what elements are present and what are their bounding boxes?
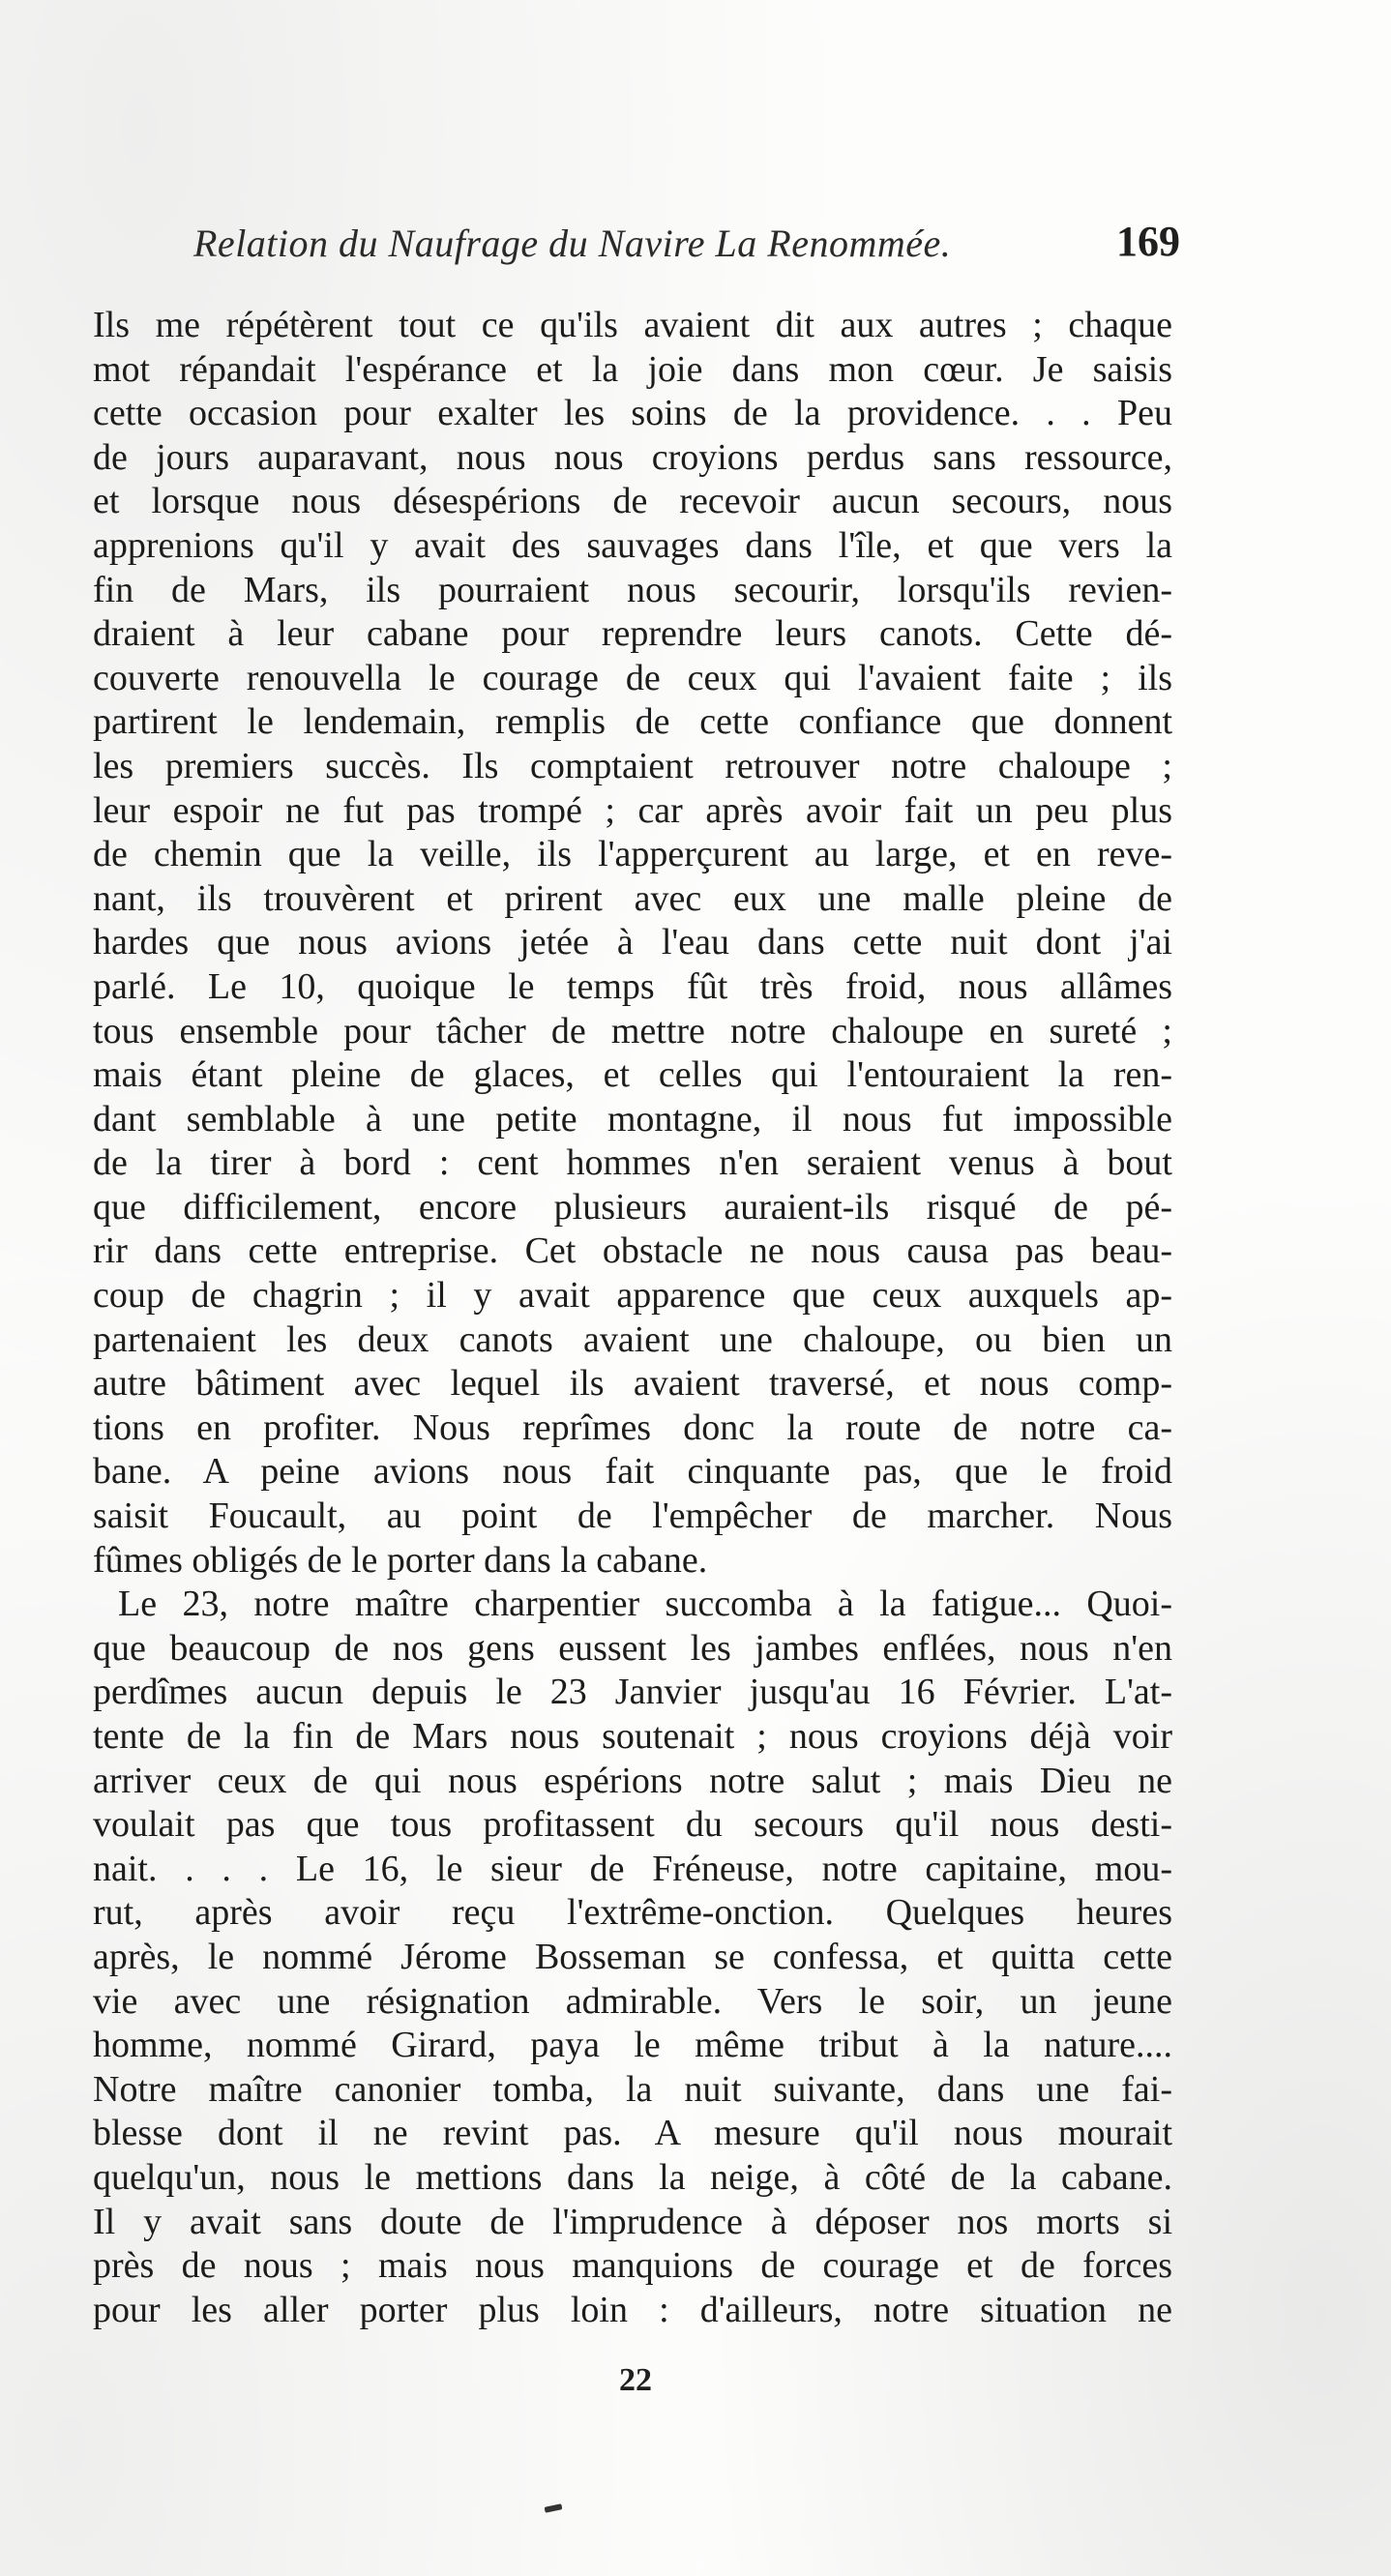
- text-line: tions en profiter. Nous reprîmes donc la route de notre ca-: [93, 1406, 1172, 1448]
- text-line: cette occasion pour exalter les soins de la providence. . . Peu: [93, 393, 1172, 434]
- text-line: tous ensemble pour tâcher de mettre notre chaloupe en sureté ;: [93, 1010, 1172, 1051]
- text-line: rut, après avoir reçu l'extrême-onction. Quelques heures: [93, 1892, 1172, 1934]
- text-line: parlé. Le 10, quoique le temps fût très froid, nous allâmes: [93, 965, 1172, 1007]
- text-line: de jours auparavant, nous nous croyions perdus sans ressource,: [93, 436, 1172, 478]
- text-line: près de nous ; mais nous manquions de courage et de forces: [93, 2245, 1172, 2287]
- text-line: de chemin que la veille, ils l'apperçurent au large, et en reve-: [93, 834, 1172, 875]
- text-line: quelqu'un, nous le mettions dans la neige, à côté de la cabane.: [93, 2156, 1172, 2198]
- text-line: les premiers succès. Ils comptaient retrouver notre chaloupe ;: [93, 745, 1172, 786]
- page-number: 169: [1116, 218, 1180, 265]
- text-line: Ils me répétèrent tout ce qu'ils avaient dit aux autres ; chaque: [93, 305, 1172, 345]
- text-line: pour les aller porter plus loin : d'ailleurs, notre situation ne: [93, 2289, 1172, 2330]
- text-line: autre bâtiment avec lequel ils avaient traversé, et nous comp-: [93, 1363, 1172, 1405]
- text-line: Notre maître canonier tomba, la nuit suivante, dans une fai-: [93, 2068, 1172, 2110]
- text-line: homme, nommé Girard, paya le même tribut à la nature....: [93, 2025, 1172, 2066]
- text-line: leur espoir ne fut pas trompé ; car après avoir fait un peu plus: [93, 789, 1172, 831]
- text-line: saisit Foucault, au point de l'empêcher de marcher. Nous: [93, 1495, 1172, 1537]
- text-line: mais étant pleine de glaces, et celles qui l'entouraient la ren-: [93, 1054, 1172, 1096]
- running-title: Relation du Naufrage du Navire La Renommée.: [193, 222, 952, 265]
- text-line: de la tirer à bord : cent hommes n'en seraient venus à bout: [93, 1142, 1172, 1184]
- text-line: fûmes obligés de le porter dans la cabane.: [93, 1539, 708, 1581]
- text-line: Il y avait sans doute de l'imprudence à déposer nos morts si: [93, 2201, 1172, 2242]
- text-line: et lorsque nous désespérions de recevoir aucun secours, nous: [93, 481, 1172, 522]
- ink-mark: [545, 2503, 563, 2513]
- page-header: [193, 213, 1180, 271]
- text-line: que beaucoup de nos gens eussent les jambes enflées, nous n'en: [93, 1627, 1172, 1669]
- text-line: blesse dont il ne revint pas. A mesure qu'il nous mourait: [93, 2113, 1172, 2154]
- text-line: coup de chagrin ; il y avait apparence que ceux auxquels ap-: [93, 1275, 1172, 1317]
- text-line: hardes que nous avions jetée à l'eau dans cette nuit dont j'ai: [93, 922, 1172, 963]
- text-line: nait. . . . Le 16, le sieur de Fréneuse, notre capitaine, mou-: [93, 1848, 1172, 1889]
- text-line: rir dans cette entreprise. Cet obstacle ne nous causa pas beau-: [93, 1230, 1172, 1272]
- text-line: tente de la fin de Mars nous soutenait ; nous croyions déjà voir: [93, 1716, 1172, 1757]
- text-line: partirent le lendemain, remplis de cette confiance que donnent: [93, 701, 1172, 743]
- body-text: [93, 304, 1172, 2332]
- text-line: draient à leur cabane pour reprendre leurs canots. Cette dé-: [93, 613, 1172, 655]
- text-line: Le 23, notre maître charpentier succomba à la fatigue... Quoi-: [118, 1584, 1172, 1625]
- text-line: arriver ceux de qui nous espérions notre salut ; mais Dieu ne: [93, 1760, 1172, 1801]
- text-line: apprenions qu'il y avait des sauvages dans l'île, et que vers la: [93, 524, 1172, 566]
- text-line: partenaient les deux canots avaient une chaloupe, ou bien un: [93, 1318, 1172, 1360]
- text-line: dant semblable à une petite montagne, il nous fut impossible: [93, 1098, 1172, 1140]
- text-line: vie avec une résignation admirable. Vers le soir, un jeune: [93, 1980, 1172, 2022]
- text-line: après, le nommé Jérome Bosseman se confessa, et quitta cette: [93, 1936, 1172, 1977]
- text-line: fin de Mars, ils pourraient nous secourir, lorsqu'ils revien-: [93, 569, 1172, 610]
- signature-mark: 22: [619, 2362, 652, 2398]
- text-line: nant, ils trouvèrent et prirent avec eux une malle pleine de: [93, 877, 1172, 919]
- text-line: couverte renouvella le courage de ceux qui l'avaient faite ; ils: [93, 657, 1172, 698]
- text-line: que difficilement, encore plusieurs auraient-ils risqué de pé-: [93, 1186, 1172, 1228]
- text-line: perdîmes aucun depuis le 23 Janvier jusqu'au 16 Février. L'at-: [93, 1672, 1172, 1713]
- text-line: mot répandait l'espérance et la joie dans mon cœur. Je saisis: [93, 348, 1172, 390]
- text-line: bane. A peine avions nous fait cinquante pas, que le froid: [93, 1451, 1172, 1493]
- text-line: voulait pas que tous profitassent du secours qu'il nous desti-: [93, 1804, 1172, 1846]
